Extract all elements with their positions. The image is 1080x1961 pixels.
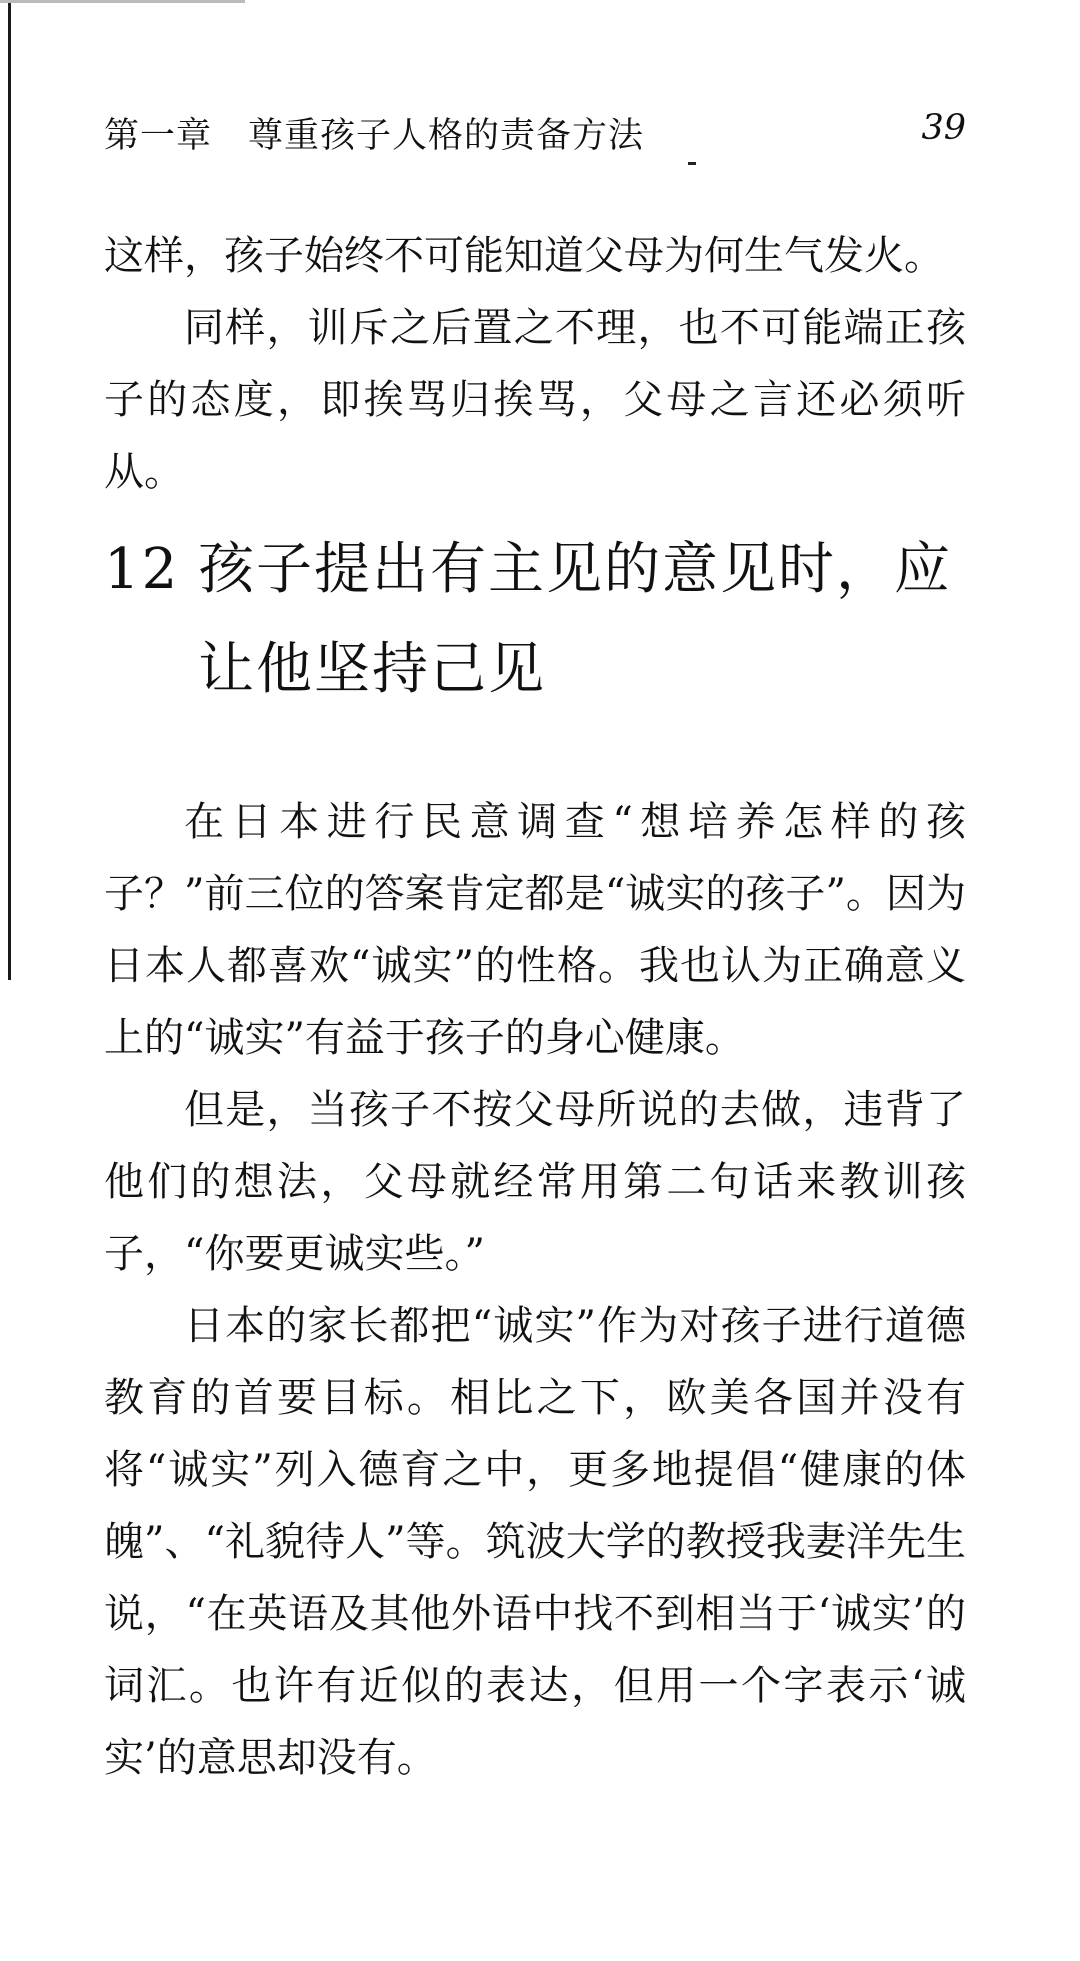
paragraph: 在日本进行民意调查“想培养怎样的孩子？”前三位的答案肯定都是“诚实的孩子”。因为日本人都喜欢“诚实”的性格。我也认为正确意义上的“诚实”有益于孩子的身心健康。 — [104, 799, 966, 1061]
paragraph: 但是，当孩子不按父母所说的去做，违背了他们的想法，父母就经常用第二句话来教训孩子，“你要更诚实些。” — [104, 1087, 966, 1277]
running-header — [104, 108, 966, 160]
paragraph: 同样，训斥之后置之不理，也不可能端正孩子的态度，即挨骂归挨骂，父母之言还必须听从。 — [104, 305, 966, 495]
page-number: 39 — [921, 108, 966, 148]
paragraph-continuation: 这样，孩子始终不可能知道父母为何生气发火。 — [104, 233, 944, 279]
paragraph: 日本的家长都把“诚实”作为对孩子进行道德教育的首要目标。相比之下，欧美各国并没有将“诚实”列入德育之中，更多地提倡“健康的体魄”、“礼貌待人”等。筑波大学的教授我妻洋先生说，“在英语及其他外语中找不到相当于‘诚实’的词汇。也许有近似的表达，但用一个字表示‘诚实’的意思却没有。 — [104, 1303, 966, 1781]
scan-border-left — [8, 0, 11, 980]
scan-border-top — [0, 0, 245, 3]
section-heading — [104, 520, 966, 720]
section-title: 孩子提出有主见的意见时，应让他坚持己见 — [198, 537, 952, 702]
scan-speck — [688, 162, 696, 165]
section-number: 12 — [104, 537, 180, 602]
chapter-title: 第一章 尊重孩子人格的责备方法 — [104, 116, 645, 156]
